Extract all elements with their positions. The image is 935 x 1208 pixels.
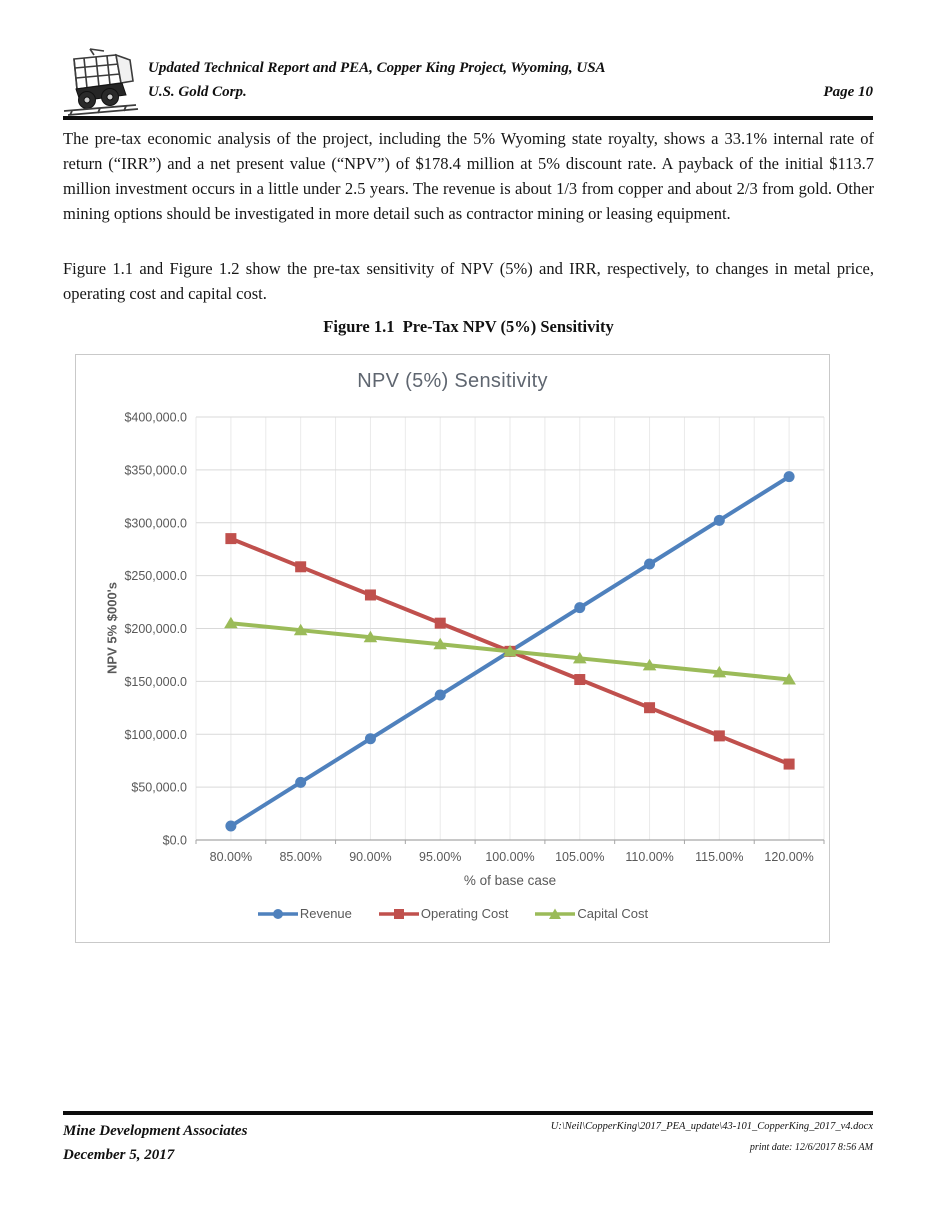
plot-area	[76, 355, 831, 944]
y-axis-labels	[124, 411, 187, 848]
svg-text:$150,000.0: $150,000.0	[124, 674, 187, 689]
svg-text:$250,000.0: $250,000.0	[124, 569, 187, 584]
svg-text:85.00%: 85.00%	[279, 850, 322, 864]
svg-text:105.00%: 105.00%	[555, 850, 605, 864]
x-axis-labels	[210, 850, 814, 864]
x-axis-title: % of base case	[463, 873, 557, 888]
svg-text:95.00%: 95.00%	[419, 850, 462, 864]
footer-print-date: print date: 12/6/2017 8:56 AM	[749, 1142, 873, 1153]
svg-text:$0.0: $0.0	[162, 833, 187, 848]
svg-text:$50,000.0: $50,000.0	[131, 780, 187, 795]
footer-file-path: U:\Neil\CopperKing\2017_PEA_update\43-101_CopperKing_2017_v4.docx	[550, 1121, 873, 1132]
footer-date: December 5, 2017	[63, 1147, 175, 1163]
body-paragraph-2: Figure 1.1 and Figure 1.2 show the pre-tax sensitivity of NPV (5%) and IRR, respectively, to changes in metal price, operating cost and capital cost.	[63, 259, 874, 303]
footer-company: Mine Development Associates	[63, 1123, 248, 1139]
page-header	[148, 60, 873, 101]
svg-text:110.00%: 110.00%	[625, 850, 674, 864]
footer-right	[63, 1121, 873, 1153]
x-axis	[196, 840, 824, 844]
svg-text:$300,000.0: $300,000.0	[124, 516, 187, 531]
svg-text:115.00%: 115.00%	[695, 850, 744, 864]
header-company: U.S. Gold Corp.	[148, 84, 247, 100]
mine-cart-logo-icon	[60, 47, 140, 119]
svg-text:$100,000.0: $100,000.0	[124, 727, 187, 742]
square-marker-icon	[378, 907, 420, 921]
npv-sensitivity-chart	[75, 354, 830, 943]
footer-rule	[63, 1111, 873, 1115]
legend-item-operating-cost	[378, 906, 508, 921]
svg-text:120.00%: 120.00%	[764, 850, 814, 864]
header-rule	[63, 116, 873, 120]
chart-title: NPV (5%) Sensitivity	[357, 370, 548, 392]
header-report-title: Updated Technical Report and PEA, Copper King Project, Wyoming, USA	[148, 60, 606, 76]
circle-marker-icon	[257, 907, 299, 921]
y-axis-title: NPV 5% $000's	[104, 582, 120, 674]
chart-legend	[76, 906, 829, 921]
svg-text:$400,000.0: $400,000.0	[124, 410, 187, 425]
svg-text:$200,000.0: $200,000.0	[124, 622, 187, 636]
legend-label: Operating Cost	[420, 906, 509, 921]
figure-caption: Figure 1.1 Pre-Tax NPV (5%) Sensitivity	[323, 317, 614, 336]
svg-text:90.00%: 90.00%	[349, 850, 392, 864]
body-paragraph-1: The pre-tax economic analysis of the project, including the 5% Wyoming state royalty, shows a 33.1% internal rate of return (“IRR”) and a net present value (“NPV”) of $178.4 million at 5% discount rate. A payback of the initial $113.7 million investment occurs in a little under 2.5 years. The revenue is about 1/3 from copper and about 2/3 from gold. Other mining options should be investigated in more detail such as contractor mining or leasing equipment.	[63, 129, 874, 223]
svg-text:$350,000.0: $350,000.0	[124, 463, 187, 478]
legend-label: Revenue	[299, 906, 352, 921]
svg-text:80.00%: 80.00%	[209, 850, 253, 864]
svg-text:100.00%: 100.00%	[485, 850, 535, 864]
legend-item-capital-cost	[534, 906, 648, 921]
legend-item-revenue	[257, 906, 352, 921]
page-number: Page 10	[823, 84, 873, 100]
legend-label: Capital Cost	[577, 906, 649, 921]
triangle-marker-icon	[534, 907, 576, 921]
